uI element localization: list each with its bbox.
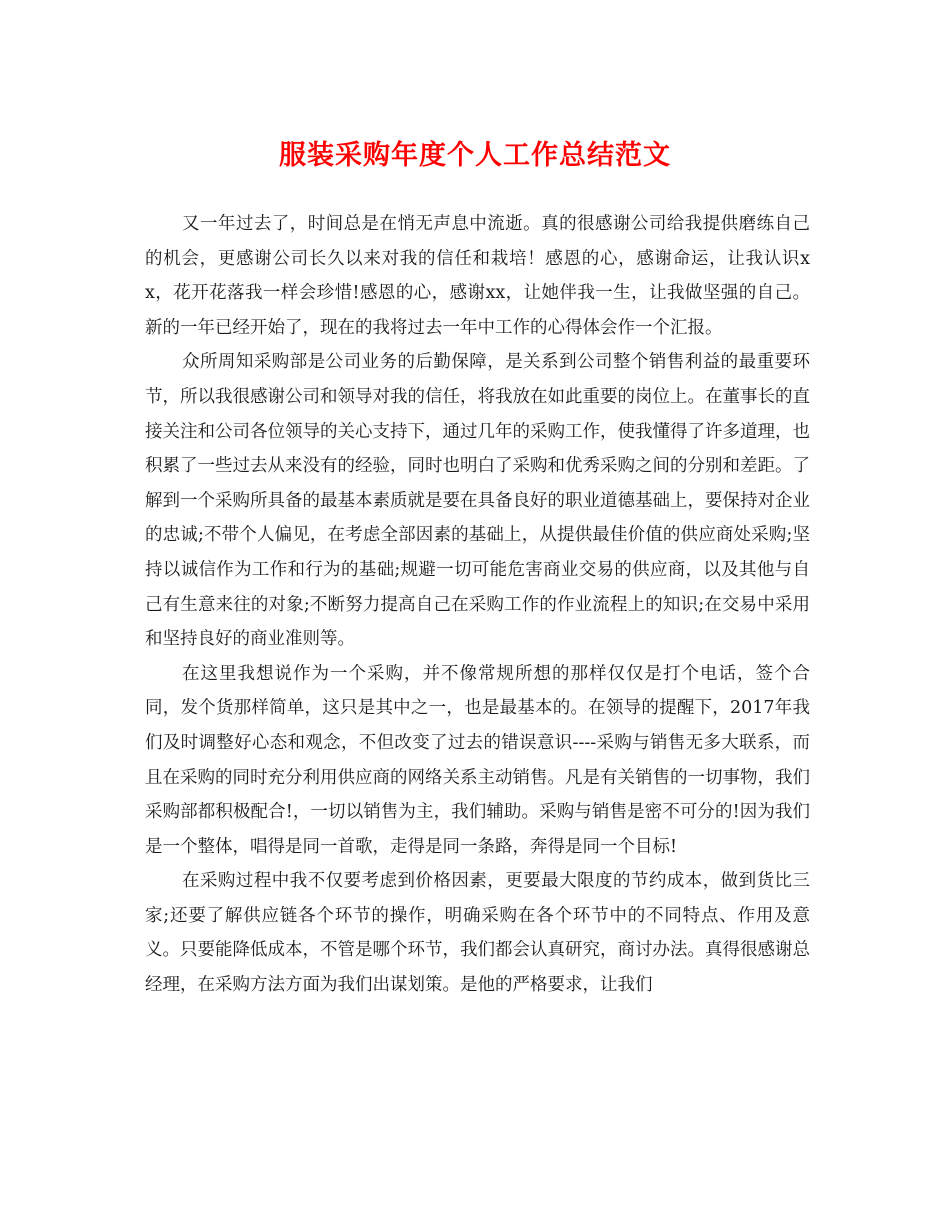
paragraph-2: 众所周知采购部是公司业务的后勤保障，是关系到公司整个销售利益的最重要环节，所以我很感谢公司和领导对我的信任，将我放在如此重要的岗位上。在董事长的直接关注和公司各位领导的关心支持下，通过几年的采购工作，使我懂得了许多道理，也积累了一些过去从来没有的经验，同时也明白了采购和优秀采购之间的分别和差距。了解到一个采购所具备的最基本素质就是要在具备良好的职业道德基础上，要保持对企业的忠诚;不带个人偏见，在考虑全部因素的基础上，从提供最佳价值的供应商处采购;坚持以诚信作为工作和行为的基础;规避一切可能危害商业交易的供应商，以及其他与自己有生意来往的对象;不断努力提高自己在采购工作的作业流程上的知识;在交易中采用和坚持良好的商业准则等。 [145, 352, 810, 650]
document-title: 服装采购年度个人工作总结范文 [279, 140, 671, 171]
paragraph-1: 又一年过去了，时间总是在悄无声息中流逝。真的很感谢公司给我提供磨练自己的机会，更感谢公司长久以来对我的信任和栽培！感恩的心，感谢命运，让我认识xx，花开花落我一样会珍惜!感恩的心，感谢xx，让她伴我一生，让我做坚强的自己。新的一年已经开始了，现在的我将过去一年中工作的心得体会作一个汇报。 [145, 214, 810, 338]
paragraph-4: 在采购过程中我不仅要考虑到价格因素，更要最大限度的节约成本，做到货比三家;还要了解供应链各个环节的操作，明确采购在各个环节中的不同特点、作用及意义。只要能降低成本，不管是哪个环节，我们都会认真研究，商讨办法。真得很感谢总经理，在采购方法方面为我们出谋划策。是他的严格要求，让我们 [145, 871, 810, 996]
paragraph-3: 在这里我想说作为一个采购，并不像常规所想的那样仅仅是打个电话，签个合同，发个货那样简单，这只是其中之一，也是最基本的。在领导的提醒下，2017年我们及时调整好心态和观念，不但改变了过去的错误意识----采购与销售无多大联系，而且在采购的同时充分利用供应商的网络关系主动销售。凡是有关销售的一切事物，我们采购部都积极配合!，一切以销售为主，我们辅助。采购与销售是密不可分的!因为我们是一个整体，唱得是同一首歌，走得是同一条路，奔得是同一个目标! [145, 663, 810, 857]
document-body [145, 207, 810, 1003]
